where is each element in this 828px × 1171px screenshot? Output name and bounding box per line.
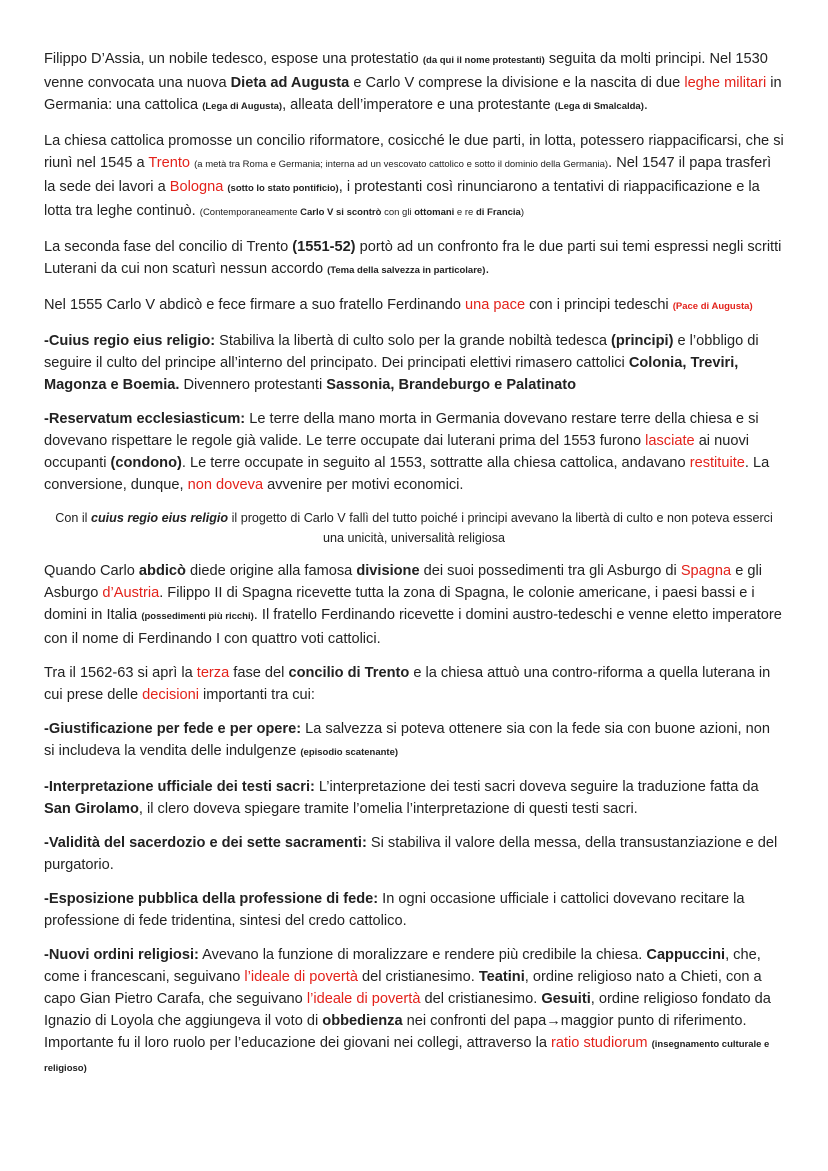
text: seguita da molti principi. Nel 1530 venne convocata una nuova bbox=[44, 51, 768, 91]
text: Si stabiliva il valore della messa, della transustanziazione e del purgatorio. bbox=[44, 835, 778, 873]
text: Divennero protestanti bbox=[179, 377, 327, 393]
italic-term: cuius regio eius religio bbox=[90, 511, 229, 525]
text: Quando Carlo bbox=[44, 563, 139, 579]
note: ) bbox=[520, 207, 524, 218]
red-term: una pace bbox=[465, 297, 526, 313]
paragraph-terza-fase bbox=[44, 662, 784, 706]
highlight: Sassonia, Brandeburgo e Palatinato bbox=[326, 377, 577, 393]
text: , che, come i francescani, seguivano bbox=[44, 947, 761, 985]
paragraph-giustificazione bbox=[44, 718, 784, 764]
note: (Contemporaneamente bbox=[199, 207, 301, 218]
text: dei suoi possedimenti tra gli Asburgo di bbox=[419, 563, 681, 579]
paragraph-divisione bbox=[44, 560, 784, 650]
highlight: San Girolamo bbox=[44, 801, 139, 817]
note: (sotto lo stato pontificio) bbox=[227, 183, 339, 194]
heading: -Cuius regio eius religio: bbox=[44, 333, 216, 349]
paragraph-professione-fede bbox=[44, 888, 784, 932]
note: ottomani bbox=[414, 207, 455, 218]
text: importanti tra cui: bbox=[198, 687, 315, 703]
text: . bbox=[643, 97, 648, 113]
heading: -Giustificazione per fede e per opere: bbox=[44, 721, 302, 737]
text: L’interpretazione dei testi sacri doveva seguire la traduzione fatta da bbox=[314, 779, 759, 795]
heading: -Validità del sacerdozio e dei sette sacramenti: bbox=[44, 835, 367, 851]
text: e gli Asburgo bbox=[44, 563, 762, 601]
text: avvenire per motivi economici. bbox=[263, 477, 464, 493]
paragraph-seconda-fase bbox=[44, 236, 784, 282]
note: (Pace di Augusta) bbox=[672, 301, 753, 312]
red-term: restituite bbox=[689, 455, 745, 471]
paragraph-ordini-religiosi bbox=[44, 944, 784, 1080]
text: e Carlo V comprese la divisione e la nascita di due bbox=[349, 75, 685, 91]
highlight: Colonia, Treviri, Magonza e Boemia. bbox=[44, 355, 739, 393]
heading: -Reservatum ecclesiasticum: bbox=[44, 411, 246, 427]
text: diede origine alla famosa bbox=[185, 563, 357, 579]
text: . La conversione, dunque, bbox=[44, 455, 770, 493]
text: ai nuovi occupanti bbox=[44, 433, 749, 471]
text: con i principi tedeschi bbox=[525, 297, 673, 313]
text: La seconda fase del concilio di Trento bbox=[44, 239, 293, 255]
red-term: lasciate bbox=[645, 433, 695, 449]
note: di Francia bbox=[475, 207, 521, 218]
red-term: Trento bbox=[148, 155, 191, 171]
text: Tra il 1562-63 si aprì la bbox=[44, 665, 197, 681]
text: , i protestanti così rinunciarono a tentativi di riappacificazione e la lotta tra leghe continuò. bbox=[44, 179, 760, 219]
text: in Germania: una cattolica bbox=[44, 75, 782, 113]
note: e re bbox=[454, 207, 476, 218]
red-term: d’Austria bbox=[102, 585, 160, 601]
paragraph-reservatum bbox=[44, 408, 784, 496]
note: (Lega di Smalcalda) bbox=[554, 101, 644, 112]
red-term: leghe militari bbox=[684, 75, 767, 91]
highlight: concilio di Trento bbox=[288, 665, 410, 681]
highlight: Gesuiti bbox=[541, 991, 591, 1007]
text: Stabiliva la libertà di culto solo per la grande nobiltà tedesca bbox=[215, 333, 611, 349]
paragraph-sacramenti bbox=[44, 832, 784, 876]
highlight: Dieta ad Augusta bbox=[230, 75, 350, 91]
highlight: Cappuccini bbox=[646, 947, 726, 963]
text: nei confronti del papa bbox=[402, 1013, 547, 1029]
heading: -Esposizione pubblica della professione di fede: bbox=[44, 891, 379, 907]
highlight: (principi) bbox=[611, 333, 674, 349]
text: e l’obbligo di seguire il culto del principe all’interno del principato. Dei principati elettivi rimasero cattolici bbox=[44, 333, 759, 371]
text: . bbox=[485, 261, 490, 277]
red-term: Spagna bbox=[680, 563, 732, 579]
text: . Nel 1547 il papa trasferì la sede dei lavori a bbox=[44, 155, 772, 195]
red-term: l’ideale di povertà bbox=[244, 969, 358, 985]
note: (a metà tra Roma e Germania; interna ad un vescovato cattolico e sotto il dominio della Germania) bbox=[194, 159, 609, 170]
highlight: divisione bbox=[356, 563, 420, 579]
heading: -Nuovi ordini religiosi: bbox=[44, 947, 199, 963]
red-term: Bologna bbox=[169, 179, 224, 195]
text: Le terre della mano morta in Germania dovevano restare terre della chiesa e si dovevano rispettare le regole già valide. Le terre occupate dai luterani prima del 1553 furono bbox=[44, 411, 759, 449]
note: (Lega di Augusta) bbox=[202, 101, 283, 112]
note: (episodio scatenante) bbox=[300, 747, 399, 758]
red-term: non doveva bbox=[187, 477, 264, 493]
arrow-icon: → bbox=[546, 1013, 561, 1029]
red-term: ratio studiorum bbox=[551, 1035, 648, 1051]
text: Filippo D’Assia, un nobile tedesco, espose una protestatio bbox=[44, 51, 423, 67]
text: Con il bbox=[55, 511, 91, 525]
text: La chiesa cattolica promosse un concilio riformatore, cosicché le due parti, in lotta, potessero riappacificarsi, che si riunì nel 1545 a bbox=[44, 133, 784, 171]
text: fase del bbox=[229, 665, 289, 681]
centered-note bbox=[44, 508, 784, 548]
paragraph-interpretazione bbox=[44, 776, 784, 820]
text: del cristianesimo. bbox=[357, 969, 479, 985]
note: con gli bbox=[381, 207, 415, 218]
red-term: decisioni bbox=[142, 687, 199, 703]
text: portò ad un confronto fra le due parti sui temi espressi negli scritti Luterani da cui non scaturì nessun accordo bbox=[44, 239, 782, 277]
text: il progetto di Carlo V fallì del tutto poiché i principi avevano la libertà di culto e non poteva esserci una unicità, universalità religiosa bbox=[228, 511, 773, 545]
highlight: (condono) bbox=[110, 455, 182, 471]
note: (da qui il nome protestanti) bbox=[422, 55, 545, 66]
highlight: Teatini bbox=[478, 969, 525, 985]
text: , il clero doveva spiegare tramite l’omelia l’interpretazione di questi testi sacri. bbox=[138, 801, 638, 817]
note: Carlo V si scontrò bbox=[300, 207, 382, 218]
note: (possedimenti più ricchi) bbox=[141, 611, 254, 622]
text: . Il fratello Ferdinando ricevette i domini austro-tedeschi e venne eletto imperatore con il nome di Ferdinando I con quattro voti cattolici. bbox=[44, 607, 782, 647]
paragraph-protestatio bbox=[44, 48, 784, 118]
text: e la chiesa attuò una contro-riforma a quella luterana in cui prese delle bbox=[44, 665, 771, 703]
red-term: l’ideale di povertà bbox=[306, 991, 421, 1007]
text: In ogni occasione ufficiale i cattolici dovevano recitare la professione di fede tridentina, sintesi del credo cattolico. bbox=[44, 891, 745, 929]
highlight: abdicò bbox=[138, 563, 186, 579]
note: (insegnamento culturale e religioso) bbox=[44, 1039, 770, 1074]
note: (Tema della salvezza in particolare) bbox=[327, 265, 486, 276]
text: , alleata dell’imperatore e una protestante bbox=[282, 97, 555, 113]
text: del cristianesimo. bbox=[420, 991, 542, 1007]
heading: -Interpretazione ufficiale dei testi sacri: bbox=[44, 779, 315, 795]
highlight: (1551-52) bbox=[292, 239, 356, 255]
paragraph-pace bbox=[44, 294, 784, 318]
text: maggior punto di riferimento. Importante fu il loro ruolo per l’educazione dei giovani nei collegi, attraverso la bbox=[44, 1013, 747, 1051]
highlight: obbedienza bbox=[322, 1013, 403, 1029]
text: La salvezza si poteva ottenere sia con la fede sia con buone azioni, non si includeva la vendita delle indulgenze bbox=[44, 721, 771, 759]
paragraph-concilio bbox=[44, 130, 784, 224]
text: . Le terre occupate in seguito al 1553, sottratte alla chiesa cattolica, andavano bbox=[181, 455, 690, 471]
text: Nel 1555 Carlo V abdicò e fece firmare a suo fratello Ferdinando bbox=[44, 297, 466, 313]
paragraph-cuius-regio bbox=[44, 330, 784, 396]
text: . Filippo II di Spagna ricevette tutta la zona di Spagna, le colonie americane, i paesi bassi e i domini in Italia bbox=[44, 585, 755, 623]
text: , ordine religioso fondato da Ignazio di Loyola che aggiungeva il voto di bbox=[44, 991, 771, 1029]
text: , ordine religioso nato a Chieti, con a capo Gian Pietro Carafa, che seguivano bbox=[44, 969, 762, 1007]
text: Avevano la funzione di moralizzare e rendere più credibile la chiesa. bbox=[198, 947, 647, 963]
red-term: terza bbox=[196, 665, 230, 681]
